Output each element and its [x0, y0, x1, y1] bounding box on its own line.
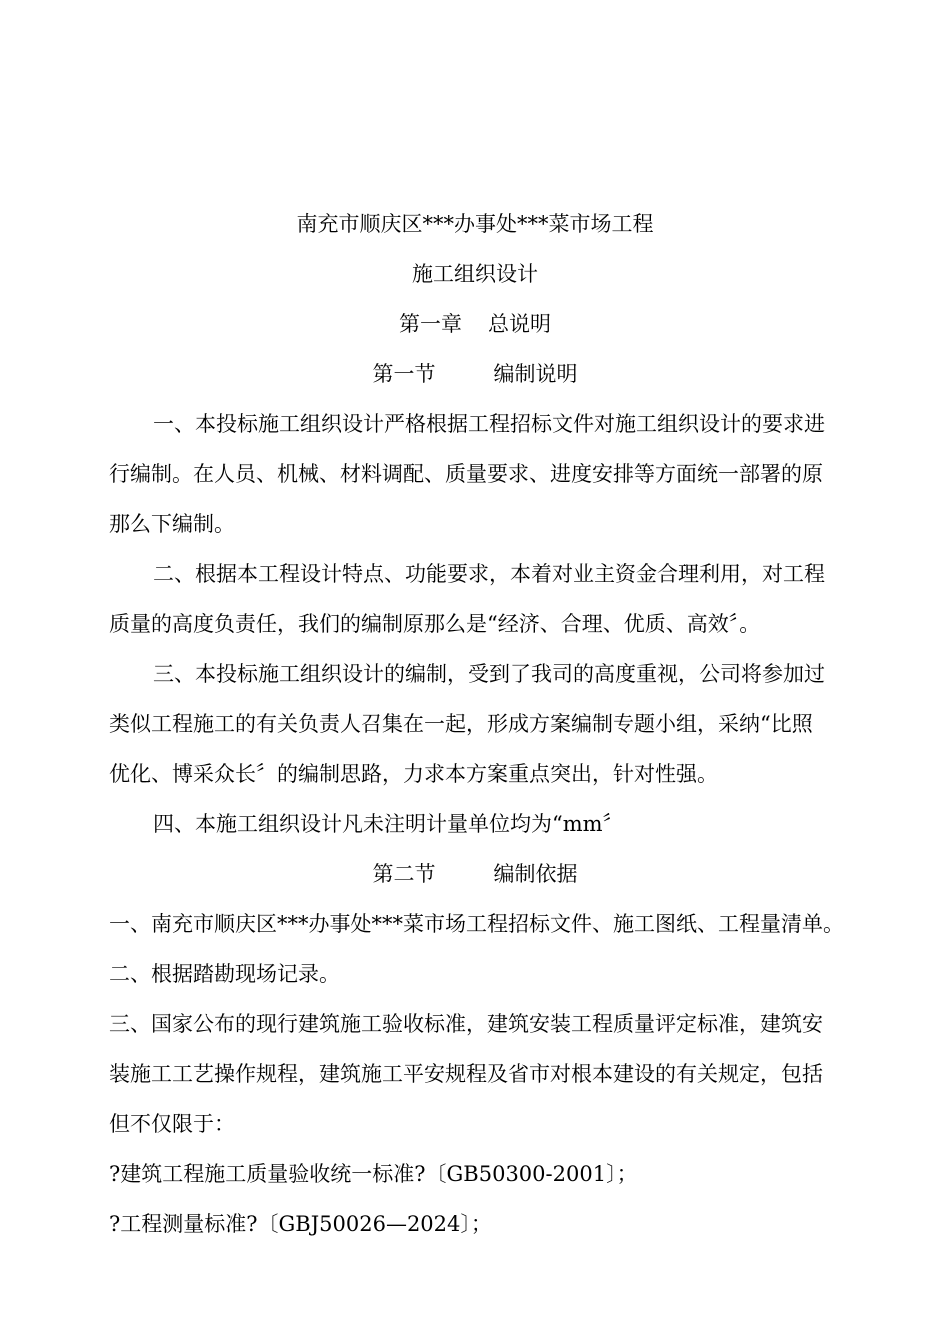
para3-line1: 三、本投标施工组织设计的编制，受到了我司的高度重视，公司将参加过	[153, 662, 825, 686]
section1-heading	[0, 359, 950, 389]
basis-item3-line1: 三、国家公布的现行建筑施工验收标准，建筑安装工程质量评定标准，建筑安	[109, 1012, 823, 1036]
chapter-name: 总说明	[488, 312, 551, 336]
basis-item1: 一、南充市顺庆区***办事处***菜市场工程招标文件、施工图纸、工程量清单。	[109, 912, 844, 936]
para3-line3: 优化、博采众长〞的编制思路，力求本方案重点突出，针对性强。	[109, 762, 718, 786]
para3-line2: 类似工程施工的有关负责人召集在一起，形成方案编制专题小组，采纳“比照	[109, 712, 813, 736]
section1-number: 第一节	[372, 362, 436, 386]
para1-line2: 行编制。在人员、机械、材料调配、质量要求、进度安排等方面统一部署的原	[109, 462, 823, 486]
basis-item3-line3: 但不仅限于：	[109, 1112, 235, 1136]
para1-line1: 一、本投标施工组织设计严格根据工程招标文件对施工组织设计的要求进	[153, 412, 825, 436]
section2-heading	[0, 859, 950, 889]
basis-item3-line2: 装施工工艺操作规程，建筑施工平安规程及省市对根本建设的有关规定，包括	[109, 1062, 823, 1086]
standard-item1: ?建筑工程施工质量验收统一标准?〔GB50300-2001〕；	[109, 1162, 638, 1186]
section1-name: 编制说明	[493, 362, 578, 386]
para2-line2: 质量的高度负责任，我们的编制原那么是“经济、合理、优质、高效〞。	[109, 612, 761, 636]
chapter-number: 第一章	[399, 312, 462, 336]
section2-name: 编制依据	[493, 862, 578, 886]
basis-item2: 二、根据踏勘现场记录。	[109, 962, 340, 986]
para1-line3: 那么下编制。	[109, 512, 235, 536]
section2-number: 第二节	[372, 862, 436, 886]
para2-line1: 二、根据本工程设计特点、功能要求，本着对业主资金合理利用，对工程	[153, 562, 825, 586]
document-title-line2: 施工组织设计	[412, 262, 538, 286]
chapter-heading	[0, 309, 950, 339]
standard-item2: ?工程测量标准?〔GBJ50026—2024〕；	[109, 1212, 492, 1236]
document-title-line1: 南充市顺庆区***办事处***菜市场工程	[296, 212, 654, 236]
para4-line1: 四、本施工组织设计凡未注明计量单位均为“mm〞	[153, 812, 624, 836]
